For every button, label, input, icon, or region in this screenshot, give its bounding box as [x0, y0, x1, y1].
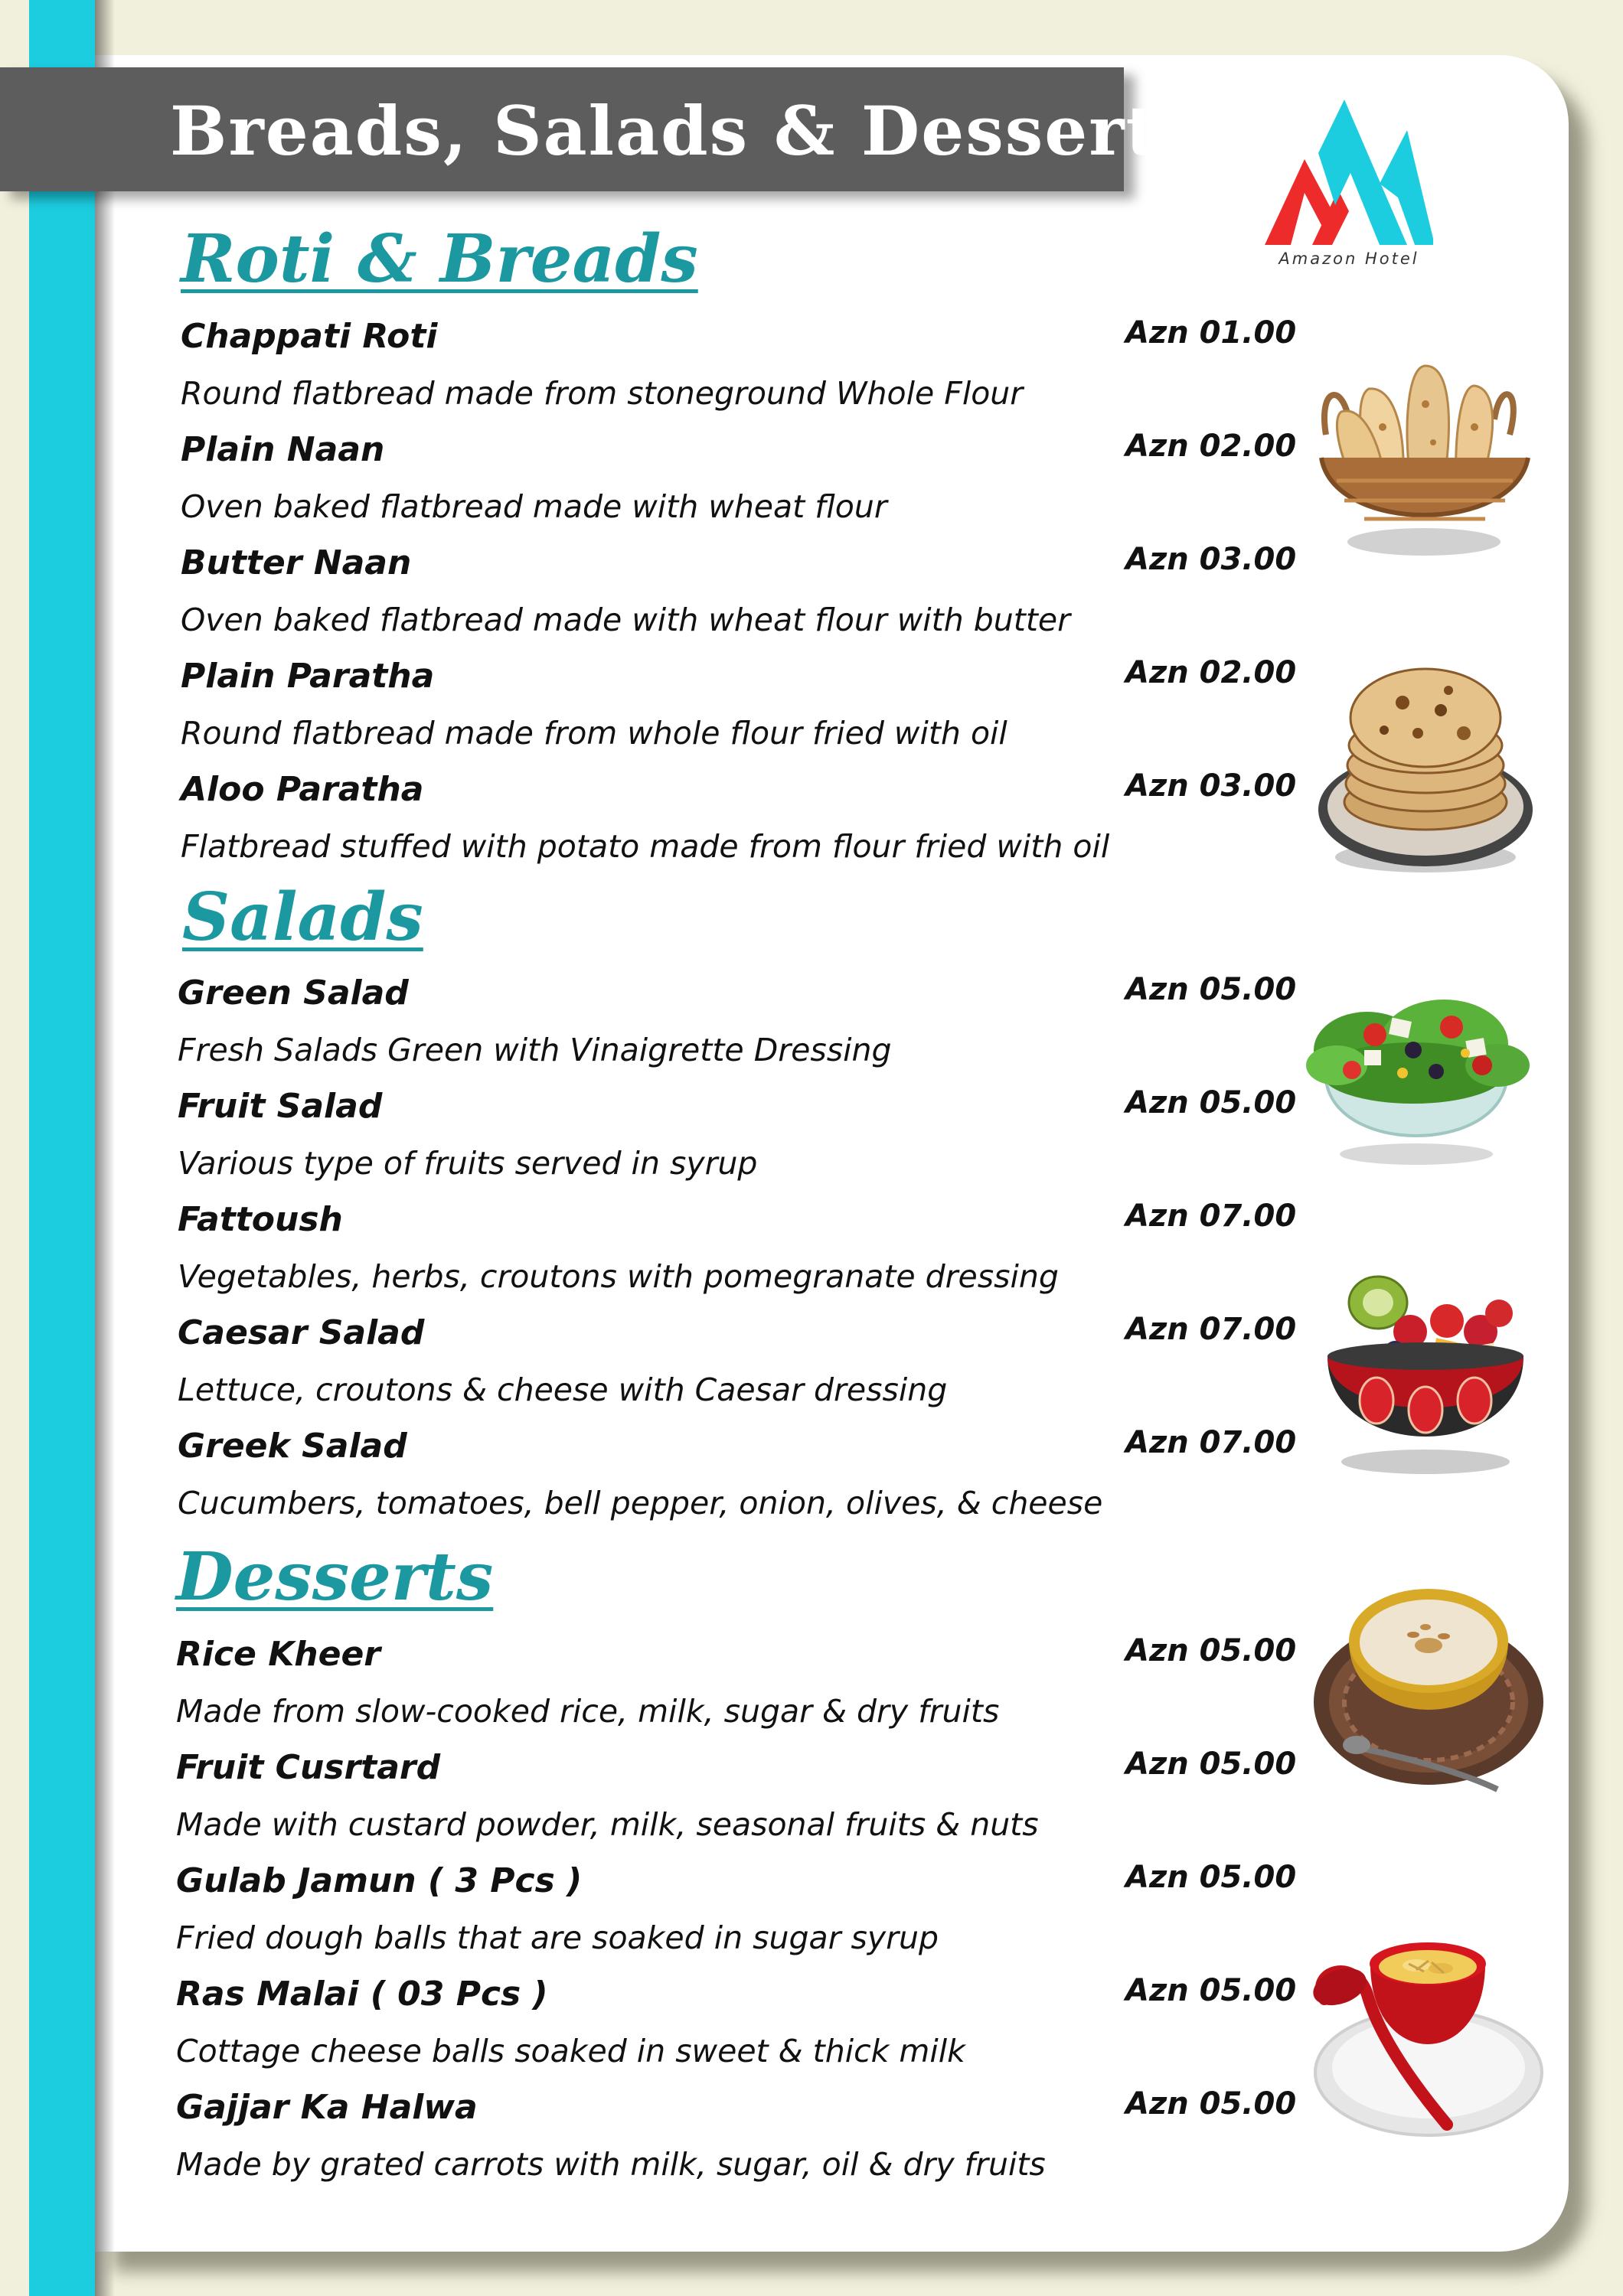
menu-item-price: Azn 03.00: [1125, 768, 1297, 804]
menu-item-description: Round flatbread made from whole flour fried with oil: [181, 715, 1007, 752]
menu-item-description: Oven baked flatbread made with wheat flour with butter: [181, 602, 1070, 638]
menu-item-description: Fried dough balls that are soaked in sugar syrup: [176, 1919, 939, 1956]
side-bar-shadow: [95, 0, 115, 2296]
menu-item-price: Azn 03.00: [1125, 542, 1297, 577]
accent-side-bar: [29, 0, 95, 2296]
menu-item-price: Azn 05.00: [1125, 972, 1297, 1007]
hotel-logo-name: Amazon Hotel: [1278, 249, 1419, 268]
menu-item-name: Rice Kheer: [176, 1635, 381, 1674]
menu-item-price: Azn 02.00: [1125, 655, 1297, 690]
menu-item-price: Azn 05.00: [1125, 1973, 1297, 2008]
menu-item-name: Ras Malai ( 03 Pcs ): [176, 1975, 548, 2014]
title-banner: [0, 67, 1159, 191]
rice-kheer-bowl-icon: [1306, 1572, 1550, 1802]
menu-item-description: Oven baked flatbread made with wheat flour: [181, 488, 887, 525]
paratha-stack-icon: [1311, 657, 1540, 879]
green-salad-bowl-icon: [1291, 974, 1540, 1174]
section-heading-salads: Salads: [182, 879, 423, 956]
menu-item-name: Caesar Salad: [178, 1313, 425, 1352]
menu-item-price: Azn 07.00: [1125, 1312, 1297, 1347]
menu-item-name: Plain Naan: [181, 430, 385, 469]
ras-malai-pot-icon: [1294, 1903, 1554, 2148]
menu-item-price: Azn 01.00: [1125, 315, 1297, 351]
menu-item-description: Cucumbers, tomatoes, bell pepper, onion, olives, & cheese: [178, 1485, 1103, 1521]
menu-item-name: Green Salad: [178, 974, 409, 1013]
menu-item-name: Chappati Roti: [181, 317, 438, 356]
menu-item-name: Greek Salad: [178, 1427, 407, 1466]
menu-item-price: Azn 05.00: [1125, 1633, 1297, 1668]
menu-item-price: Azn 05.00: [1125, 1860, 1297, 1895]
hotel-logo-mark-icon: [1265, 99, 1433, 253]
menu-item-description: Flatbread stuffed with potato made from flour fried with oil: [181, 828, 1110, 865]
menu-item-price: Azn 05.00: [1125, 2086, 1297, 2122]
section-heading-desserts: Desserts: [176, 1538, 494, 1616]
menu-item-price: Azn 05.00: [1125, 1085, 1297, 1120]
menu-item-description: Made by grated carrots with milk, sugar, oil & dry fruits: [176, 2146, 1046, 2183]
menu-item-price: Azn 05.00: [1125, 1746, 1297, 1782]
menu-item-name: Fruit Salad: [178, 1087, 383, 1126]
menu-item-name: Fruit Cusrtard: [176, 1748, 441, 1787]
menu-item-description: Made with custard powder, milk, seasonal fruits & nuts: [176, 1806, 1039, 1843]
menu-item-price: Azn 02.00: [1125, 429, 1297, 464]
menu-item-name: Gajjar Ka Halwa: [176, 2088, 478, 2127]
hotel-logo: [1265, 99, 1433, 276]
naan-basket-icon: [1311, 343, 1540, 565]
menu-item-description: Lettuce, croutons & cheese with Caesar dressing: [178, 1371, 948, 1408]
fruit-salad-bowl-icon: [1311, 1272, 1540, 1479]
menu-item-description: Round flatbread made from stoneground Whole Flour: [181, 375, 1024, 412]
menu-item-name: Butter Naan: [181, 543, 412, 582]
menu-item-description: Vegetables, herbs, croutons with pomegranate dressing: [178, 1258, 1059, 1295]
page-title: Breads, Salads & Dessert: [170, 91, 1159, 171]
menu-item-name: Gulab Jamun ( 3 Pcs ): [176, 1861, 583, 1900]
menu-item-name: Aloo Paratha: [181, 770, 424, 809]
menu-item-description: Made from slow-cooked rice, milk, sugar & dry fruits: [176, 1693, 1000, 1730]
section-heading-breads: Roti & Breads: [181, 220, 698, 298]
menu-item-description: Various type of fruits served in syrup: [178, 1145, 758, 1182]
menu-item-description: Cottage cheese balls soaked in sweet & thick milk: [176, 2033, 965, 2069]
menu-item-description: Fresh Salads Green with Vinaigrette Dressing: [178, 1032, 892, 1068]
menu-item-price: Azn 07.00: [1125, 1199, 1297, 1234]
menu-item-name: Fattoush: [178, 1200, 343, 1239]
menu-item-name: Plain Paratha: [181, 657, 435, 696]
menu-item-price: Azn 07.00: [1125, 1425, 1297, 1460]
